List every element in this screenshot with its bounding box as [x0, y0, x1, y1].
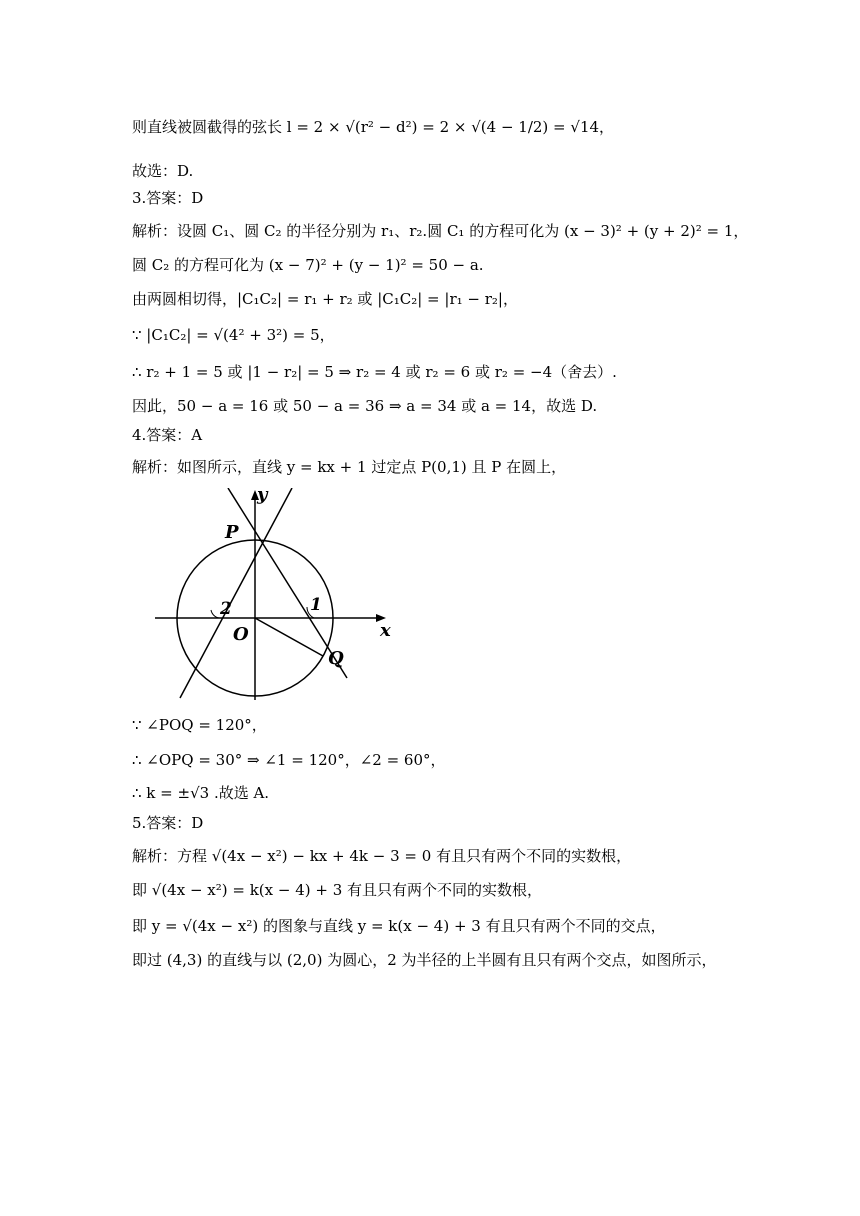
angle-2-label: 2	[220, 599, 232, 619]
angle-2-arc	[211, 610, 219, 618]
text-line: ∵ ∠POQ = 120°，	[132, 716, 267, 734]
answer-heading: 4.答案：A	[132, 426, 203, 444]
text-line: 由两圆相切得，|C₁C₂| = r₁ + r₂ 或 |C₁C₂| = |r₁ − r₂|，	[132, 290, 518, 308]
text-line: 故选：D.	[132, 162, 194, 180]
text-line: 因此，50 − a = 16 或 50 − a = 36 ⇒ a = 34 或 a = 14，故选 D.	[132, 397, 598, 415]
text-line: 解析：如图所示，直线 y = kx + 1 过定点 P(0,1) 且 P 在圆上，	[132, 458, 567, 476]
text-line: ∴ r₂ + 1 = 5 或 |1 − r₂| = 5 ⇒ r₂ = 4 或 r₂ = 6 或 r₂ = −4（舍去）.	[132, 363, 617, 381]
text-line: 则直线被圆截得的弦长 l = 2 × √(r² − d²) = 2 × √(4 − 1/2) = √14，	[132, 118, 615, 136]
point-p-label: P	[225, 522, 239, 543]
text-line: 解析：设圆 C₁、圆 C₂ 的半径分别为 r₁、r₂.圆 C₁ 的方程可化为 (x − 3)² + (y + 2)² = 1，	[132, 222, 749, 240]
text-line: 即 √(4x − x²) = k(x − 4) + 3 有且只有两个不同的实数根，	[132, 881, 543, 899]
x-axis-label: x	[380, 620, 391, 641]
line-positive-slope	[180, 488, 292, 698]
point-q-label: Q	[328, 648, 344, 669]
y-axis-label: y	[257, 488, 268, 505]
text-line: ∴ ∠OPQ = 30° ⇒ ∠1 = 120°，∠2 = 60°，	[132, 751, 446, 769]
text-line: 即 y = √(4x − x²) 的图象与直线 y = k(x − 4) + 3 有且只有两个不同的交点，	[132, 917, 666, 935]
text-line: ∴ k = ±√3 .故选 A.	[132, 784, 270, 802]
answer-heading: 3.答案：D	[132, 189, 204, 207]
text-line: 圆 C₂ 的方程可化为 (x − 7)² + (y − 1)² = 50 − a.	[132, 256, 484, 274]
angle-1-label: 1	[310, 595, 322, 615]
text-line: 解析：方程 √(4x − x²) − kx + 4k − 3 = 0 有且只有两个不同的实数根，	[132, 847, 632, 865]
answer-heading: 5.答案：D	[132, 814, 204, 832]
text-line: 即过 (4,3) 的直线与以 (2,0) 为圆心，2 为半径的上半圆有且只有两个交点，如图所示，	[132, 951, 717, 969]
text-line: ∵ |C₁C₂| = √(4² + 3²) = 5，	[132, 326, 335, 344]
circle-diagram	[150, 488, 400, 708]
point-o-label: O	[233, 624, 249, 645]
